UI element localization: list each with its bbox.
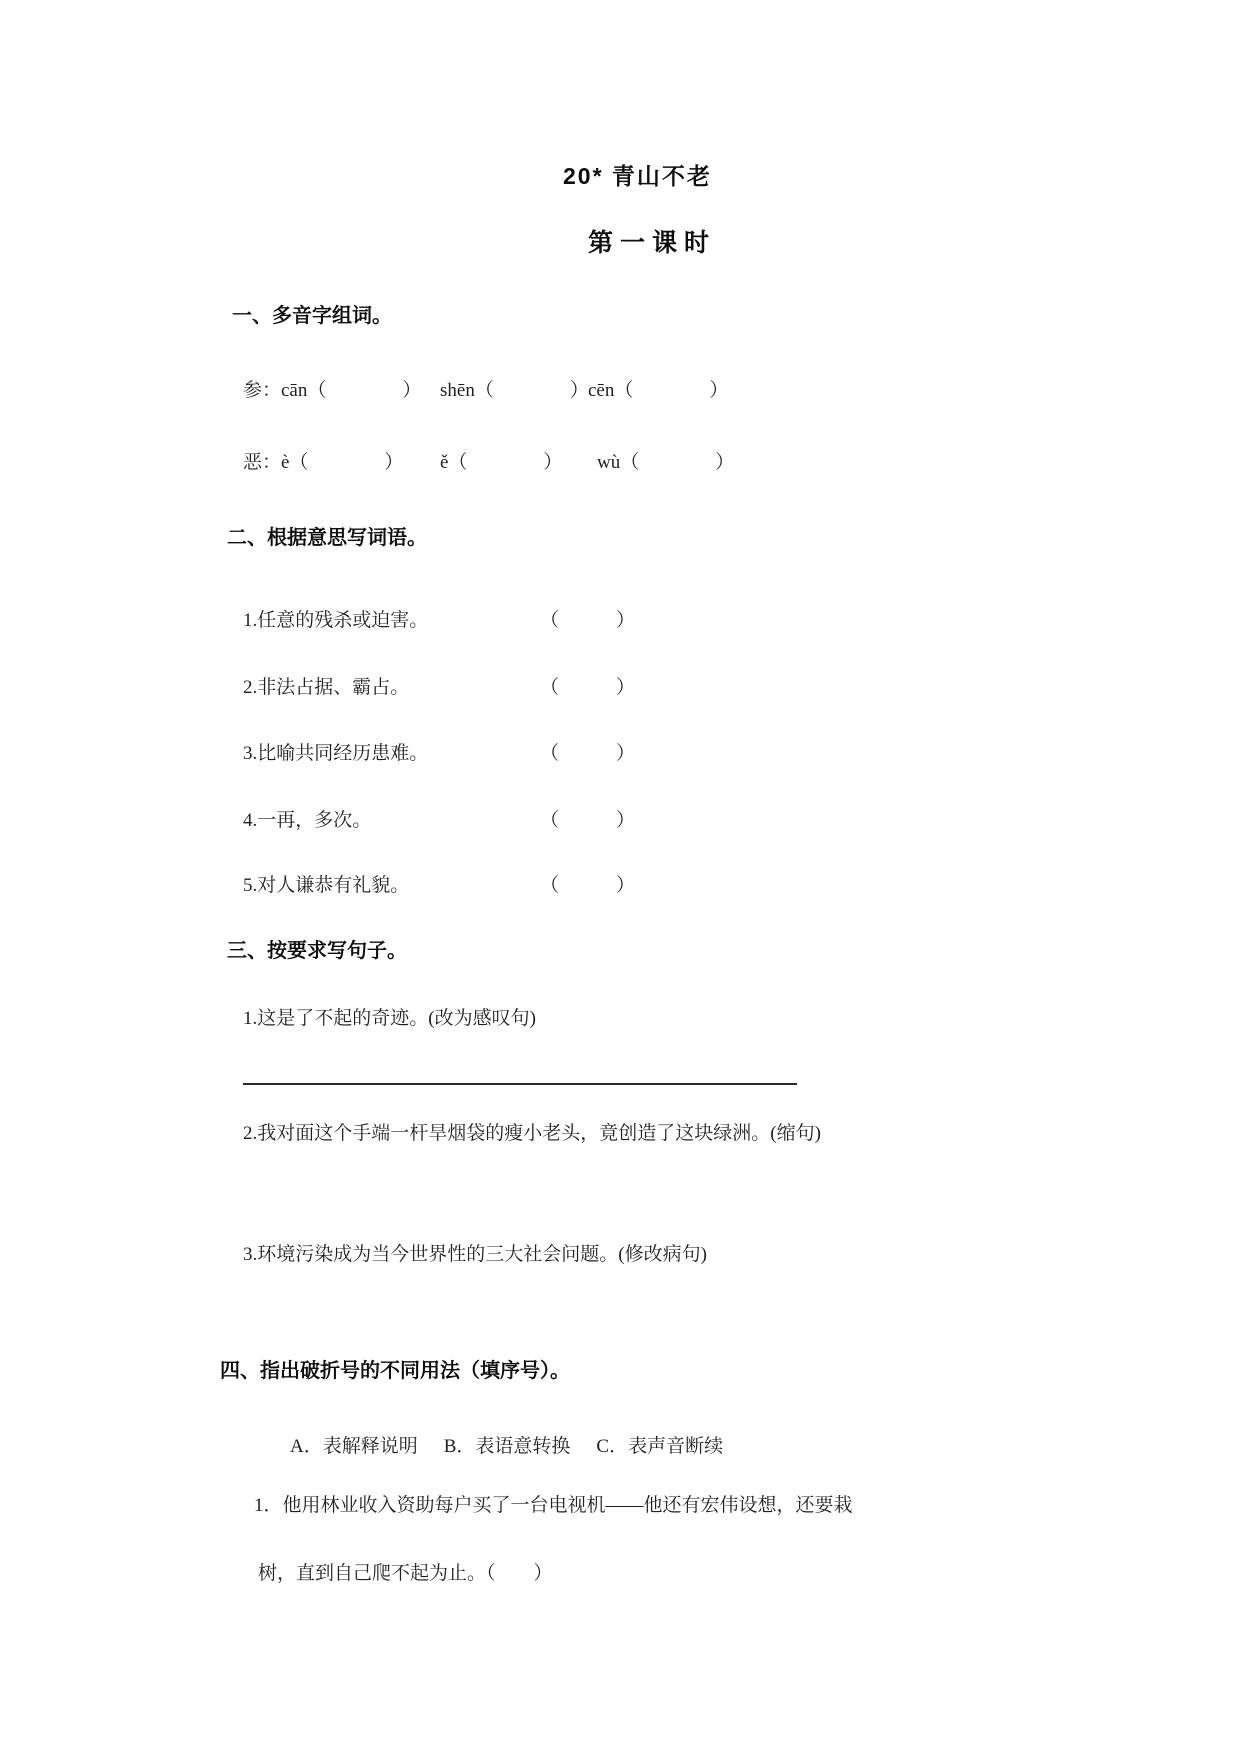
- answer-blank: （ ）: [540, 810, 636, 831]
- option-a: A．表解释说明: [290, 1436, 418, 1457]
- polyphone-group: cēn（ ）: [588, 380, 729, 401]
- polyphone-group: shēn（ ）: [440, 380, 589, 401]
- section-1-heading: 一、多音字组词。: [232, 305, 392, 327]
- section-3-heading: 三、按要求写句子。: [227, 940, 407, 962]
- definition-text: 3.比喻共同经历患难。: [243, 743, 429, 764]
- answer-blank: （ ）: [540, 677, 636, 698]
- option-c: C．表声音断续: [596, 1436, 724, 1457]
- definition-item-1: [0, 606, 1241, 636]
- definition-item-4: [0, 806, 1241, 836]
- definition-item-2: [0, 673, 1241, 703]
- answer-line: [243, 1083, 797, 1085]
- definition-item-5: [0, 871, 1241, 901]
- polyphone-group: wù（ ）: [597, 452, 735, 473]
- dash-usage-options: [290, 1432, 723, 1462]
- dash-item-1-line-2: 树，直到自己爬不起为止。（ ）: [258, 1563, 553, 1584]
- definition-text: 5.对人谦恭有礼貌。: [243, 875, 410, 896]
- session-title: 第一课时: [588, 229, 717, 257]
- polyphone-group: 参：cān（ ）: [243, 380, 422, 401]
- polyphone-group: 恶：è（ ）: [243, 452, 404, 473]
- section-2-heading: 二、根据意思写词语。: [227, 527, 427, 549]
- sentence-item-1: 1.这是了不起的奇迹。(改为感叹句): [243, 1008, 536, 1029]
- answer-blank: （ ）: [540, 875, 636, 896]
- answer-blank: （ ）: [540, 610, 636, 631]
- option-b: B．表语意转换: [443, 1436, 571, 1457]
- polyphone-row-can: [0, 376, 1241, 406]
- sentence-item-3: 3.环境污染成为当今世界性的三大社会问题。(修改病句): [243, 1244, 707, 1265]
- polyphone-group: ě（ ）: [440, 452, 563, 473]
- polyphone-row-e: [0, 448, 1241, 478]
- dash-item-1-line-1: 1．他用林业收入资助每户买了一台电视机——他还有宏伟设想，还要栽: [254, 1495, 853, 1516]
- definition-text: 4.一再，多次。: [243, 810, 372, 831]
- answer-blank: （ ）: [540, 743, 636, 764]
- definition-text: 1.任意的残杀或迫害。: [243, 610, 429, 631]
- sentence-item-2: 2.我对面这个手端一杆旱烟袋的瘦小老头，竟创造了这块绿洲。(缩句): [243, 1123, 821, 1144]
- definition-item-3: [0, 739, 1241, 769]
- definition-text: 2.非法占据、霸占。: [243, 677, 410, 698]
- section-4-heading: 四、指出破折号的不同用法（填序号）。: [220, 1360, 570, 1382]
- lesson-title: 20* 青山不老: [563, 163, 712, 189]
